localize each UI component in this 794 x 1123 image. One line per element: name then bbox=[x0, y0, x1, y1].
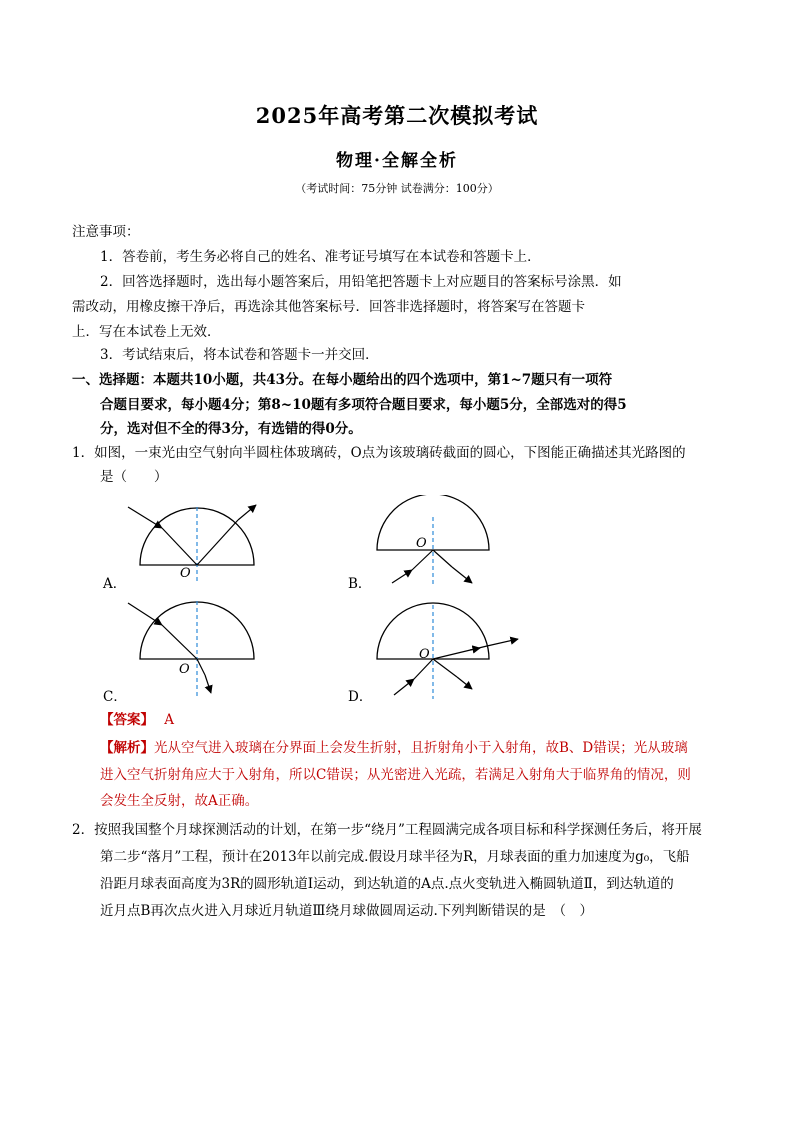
analysis-text-1: 光从空气进入玻璃在分界面上会发生折射，且折射角小于入射角，故B、D错误；光从玻璃 bbox=[154, 740, 688, 756]
center-label-d: O bbox=[419, 647, 430, 662]
notice-item-2-line-2: 需改动，用橡皮擦干净后，再选涂其他答案标号．回答非选择题时，将答案写在答题卡 bbox=[72, 299, 585, 315]
notice-item-2-line-3: 上．写在本试卷上无效． bbox=[72, 324, 221, 340]
question-1-stem-line-1: 1．如图，一束光由空气射向半圆柱体玻璃砖，O点为该玻璃砖截面的圆心，下图能正确描述其光路图的 bbox=[72, 445, 686, 461]
page-title: 2025年高考第二次模拟考试 bbox=[255, 103, 539, 128]
diagram-option-c bbox=[120, 595, 260, 700]
diagram-option-b bbox=[372, 495, 502, 590]
notice-item-1: 1．答卷前，考生务必将自己的姓名、准考证号填写在本试卷和答题卡上． bbox=[100, 249, 541, 265]
analysis-line-1 bbox=[100, 736, 688, 760]
notice-item-3: 3．考试结束后，将本试卷和答题卡一并交回． bbox=[100, 347, 379, 363]
question-2-line-3: 沿距月球表面高度为3R的圆形轨道Ⅰ运动，到达轨道的A点.点火变轨进入椭圆轨道Ⅱ，到达轨道的 bbox=[100, 876, 674, 892]
notice-heading: 注意事项： bbox=[72, 224, 140, 240]
notice-item-2-line-1: 2．回答选择题时，选出每小题答案后，用铅笔把答题卡上对应题目的答案标号涂黑．如 bbox=[100, 274, 622, 290]
question-1-stem-line-2: 是（ ） bbox=[100, 469, 168, 485]
answer-tag: 【答案】 bbox=[100, 712, 154, 728]
question-2-line-2: 第二步“落月”工程，预计在2013年以前完成.假设月球半径为R，月球表面的重力加速度为g₀，飞船 bbox=[100, 849, 690, 865]
option-c-label: C． bbox=[103, 689, 127, 705]
option-d-label: D． bbox=[348, 689, 373, 705]
section-1-line-3: 分，选对但不全的得3分，有选错的得0分。 bbox=[100, 421, 362, 437]
section-1-line-2: 合题目要求，每小题4分；第8~10题有多项符合题目要求，每小题5分，全部选对的得5 bbox=[100, 397, 627, 413]
analysis-line-3: 会发生全反射，故A正确。 bbox=[100, 793, 259, 809]
center-label-b: O bbox=[416, 536, 427, 551]
analysis-tag: 【解析】 bbox=[100, 740, 154, 756]
answer-value: A bbox=[164, 712, 175, 728]
exam-time-info: （考试时间：75分钟 试卷满分：100分） bbox=[295, 182, 499, 195]
question-2-line-1: 2．按照我国整个月球探测活动的计划，在第一步“绕月”工程圆满完成各项目标和科学探测任务后，将开展 bbox=[72, 822, 702, 838]
section-1-line-1: 一、选择题：本题共10小题，共43分。在每小题给出的四个选项中，第1~7题只有一项符 bbox=[72, 372, 613, 388]
center-label-c: O bbox=[179, 662, 190, 677]
question-2-line-4: 近月点B再次点火进入月球近月轨道Ⅲ绕月球做圆周运动.下列判断错误的是 （ ） bbox=[100, 903, 593, 919]
diagram-option-d bbox=[372, 597, 527, 702]
answer-line bbox=[100, 708, 174, 732]
analysis-line-2: 进入空气折射角应大于入射角，所以C错误；从光密进入光疏，若满足入射角大于临界角的情况，则 bbox=[100, 767, 691, 783]
center-label-a: O bbox=[180, 566, 191, 581]
option-a-label: A． bbox=[103, 576, 127, 592]
diagram-option-a bbox=[120, 495, 260, 585]
page-subtitle: 物理·全解全析 bbox=[336, 151, 458, 171]
option-b-label: B． bbox=[348, 576, 372, 592]
